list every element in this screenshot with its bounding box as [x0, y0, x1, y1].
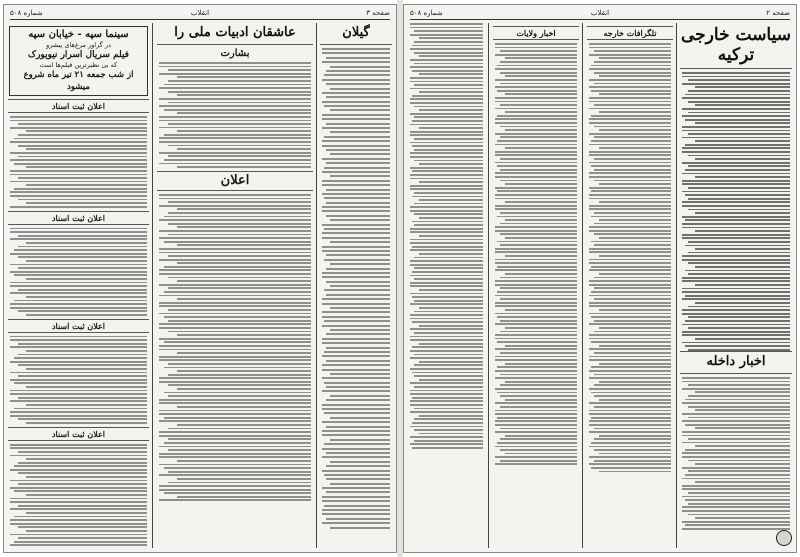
section-head: اعلان ثبت اسناد	[8, 99, 149, 113]
cinema-ad-schedule: از شب جمعه ۲۱ تیر ماه شروع میشود	[23, 70, 134, 92]
right-paper-name: انقلاب	[590, 9, 610, 17]
section-head: اعلان ثبت اسناد	[8, 427, 149, 441]
column-rule	[488, 23, 489, 548]
left-page-header	[10, 7, 390, 20]
domestic-news-block	[680, 351, 792, 532]
right-page-header	[410, 7, 790, 20]
poem-headline: گیلان	[320, 23, 392, 45]
cinema-ad-film: فیلم سریال اسرار نیویورک	[28, 50, 129, 60]
right-page-number: صفحه ۲	[766, 9, 790, 17]
section-head: تلگرافات خارجه	[587, 26, 673, 40]
main-subhead-left: بشارت	[220, 48, 250, 59]
left-col-4	[8, 23, 149, 548]
column-rule	[152, 23, 153, 548]
column-rule	[316, 23, 317, 548]
cinema-ad-title: سینما سپه - خیابان سپه	[28, 29, 129, 40]
right-issue-number: شماره ۵۰۸	[410, 9, 443, 17]
left-col-2	[157, 23, 313, 548]
column-rule	[582, 23, 583, 548]
main-headline-left: عاشقان ادبیات ملی را	[157, 23, 313, 45]
right-col-3	[493, 23, 579, 548]
left-page	[3, 4, 397, 553]
section-head: اعلان ثبت اسناد	[8, 319, 149, 333]
left-issue-number: شماره ۵۰۸	[10, 9, 43, 17]
library-stamp	[776, 530, 792, 546]
section-head: اعلان ثبت اسناد	[8, 211, 149, 225]
left-page-number: صفحه ۳	[366, 9, 390, 17]
left-paper-name: انقلاب	[190, 9, 210, 17]
left-col-1	[320, 23, 392, 548]
right-col-4	[408, 23, 485, 548]
cinema-ad-line1: در گراور مرغ‌های پیشرو	[46, 41, 111, 49]
right-col-2	[587, 23, 673, 548]
section-head: اخبار ولایات	[493, 26, 579, 40]
column-rule	[676, 23, 677, 548]
domestic-news-headline: اخبار داخله	[680, 351, 792, 374]
cinema-ad-line2: که بی نظیرترین فیلم‌ها است	[39, 61, 118, 69]
cinema-ad	[9, 26, 148, 96]
section-head-notices: اعلان	[157, 171, 313, 191]
main-headline-right: سیاست خارجی ترکیه	[680, 23, 792, 69]
right-page	[403, 4, 797, 553]
